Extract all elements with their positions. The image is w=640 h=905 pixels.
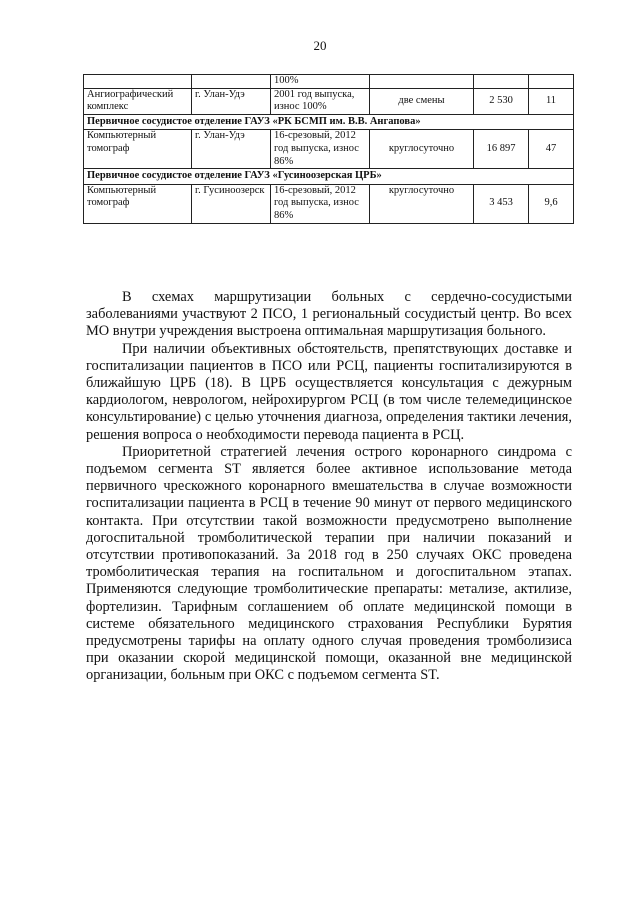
paragraph-hospitalization: При наличии объективных обстоятельств, препятствующих доставке и госпитализации пациентов в ПСО или РСЦ, пациенты госпитализируются в ближайшую ЦРБ (18). В ЦРБ осуществляется консультация с дежурным кардиологом, неврологом, нейрохирургом РСЦ (в том числе телемедицинское консультирование) с целью уточнения диагноза, определения тактики лечения, решения вопроса о необходимости перевода пациента в РСЦ.	[86, 340, 572, 443]
section-title: Первичное сосудистое отделение ГАУЗ «Гусиноозерская ЦРБ»	[84, 169, 574, 185]
cell-city	[192, 75, 271, 89]
table-section-row	[84, 114, 574, 130]
table-row-ct-ulan-ude	[84, 130, 574, 169]
cell-mode	[370, 75, 474, 89]
table-row-continued	[84, 75, 574, 89]
table-row-ct-gusinoozersk	[84, 184, 574, 223]
cell-count	[474, 75, 529, 89]
cell-name: Компьютерный томограф	[84, 184, 192, 223]
equipment-table	[83, 74, 574, 224]
section-title: Первичное сосудистое отделение ГАУЗ «РК БСМП им. В.В. Ангапова»	[84, 114, 574, 130]
cell-name	[84, 75, 192, 89]
cell-spec: 16-срезовый, 2012 год выпуска, износ 86%	[271, 130, 370, 169]
cell-count: 16 897	[474, 130, 529, 169]
cell-mode: две смены	[370, 88, 474, 114]
cell-count: 3 453	[474, 184, 529, 223]
table-row-angio	[84, 88, 574, 114]
cell-value: 11	[529, 88, 574, 114]
cell-value: 9,6	[529, 184, 574, 223]
cell-city: г. Улан-Удэ	[192, 130, 271, 169]
cell-value	[529, 75, 574, 89]
page-number: 20	[313, 38, 327, 53]
cell-spec: 2001 год выпуска, износ 100%	[271, 88, 370, 114]
table-section-row	[84, 169, 574, 185]
body-text	[86, 289, 572, 685]
cell-city: г. Улан-Удэ	[192, 88, 271, 114]
cell-name: Компьютерный томограф	[84, 130, 192, 169]
equipment-table-body	[84, 75, 574, 224]
cell-count: 2 530	[474, 88, 529, 114]
cell-mode: круглосуточно	[370, 184, 474, 223]
paragraph-thrombolysis: Приоритетной стратегией лечения острого коронарного синдрома с подъемом сегмента ST является более активное использование метода первичного чрескожного коронарного вмешательства в случае возможности госпитализации пациента в РСЦ в течение 90 минут от первого медицинского контакта. При отсутствии такой возможности предусмотрено выполнение догоспитальной тромболитической терапии при наличии показаний и отсутствии противопоказаний. За 2018 год в 250 случаях ОКС проведена тромболитическая терапия на госпитальном и догоспитальном этапах. Применяются следующие тромболитические препараты: метализе, актилизе, фортелизин. Тарифным соглашением об оплате медицинской помощи в системе обязательного медицинского страхования Республики Бурятия предусмотрены тарифы на оплату одного случая проведения тромболизиса при оказании скорой медицинской помощи, оказанной вне медицинской организации, больным при ОКС с подъемом сегмента ST.	[86, 443, 572, 684]
cell-city: г. Гусиноозерск	[192, 184, 271, 223]
paragraph-routing: В схемах маршрутизации больных с сердечно-сосудистыми заболеваниями участвуют 2 ПСО, 1 региональный сосудистый центр. Во всех МО внутри учреждения выстроена оптимальная маршрутизация больного.	[86, 289, 572, 340]
cell-spec: 16-срезовый, 2012 год выпуска, износ 86%	[271, 184, 370, 223]
cell-mode: круглосуточно	[370, 130, 474, 169]
cell-value: 47	[529, 130, 574, 169]
cell-spec: 100%	[271, 75, 370, 89]
cell-name: Ангиографический комплекс	[84, 88, 192, 114]
